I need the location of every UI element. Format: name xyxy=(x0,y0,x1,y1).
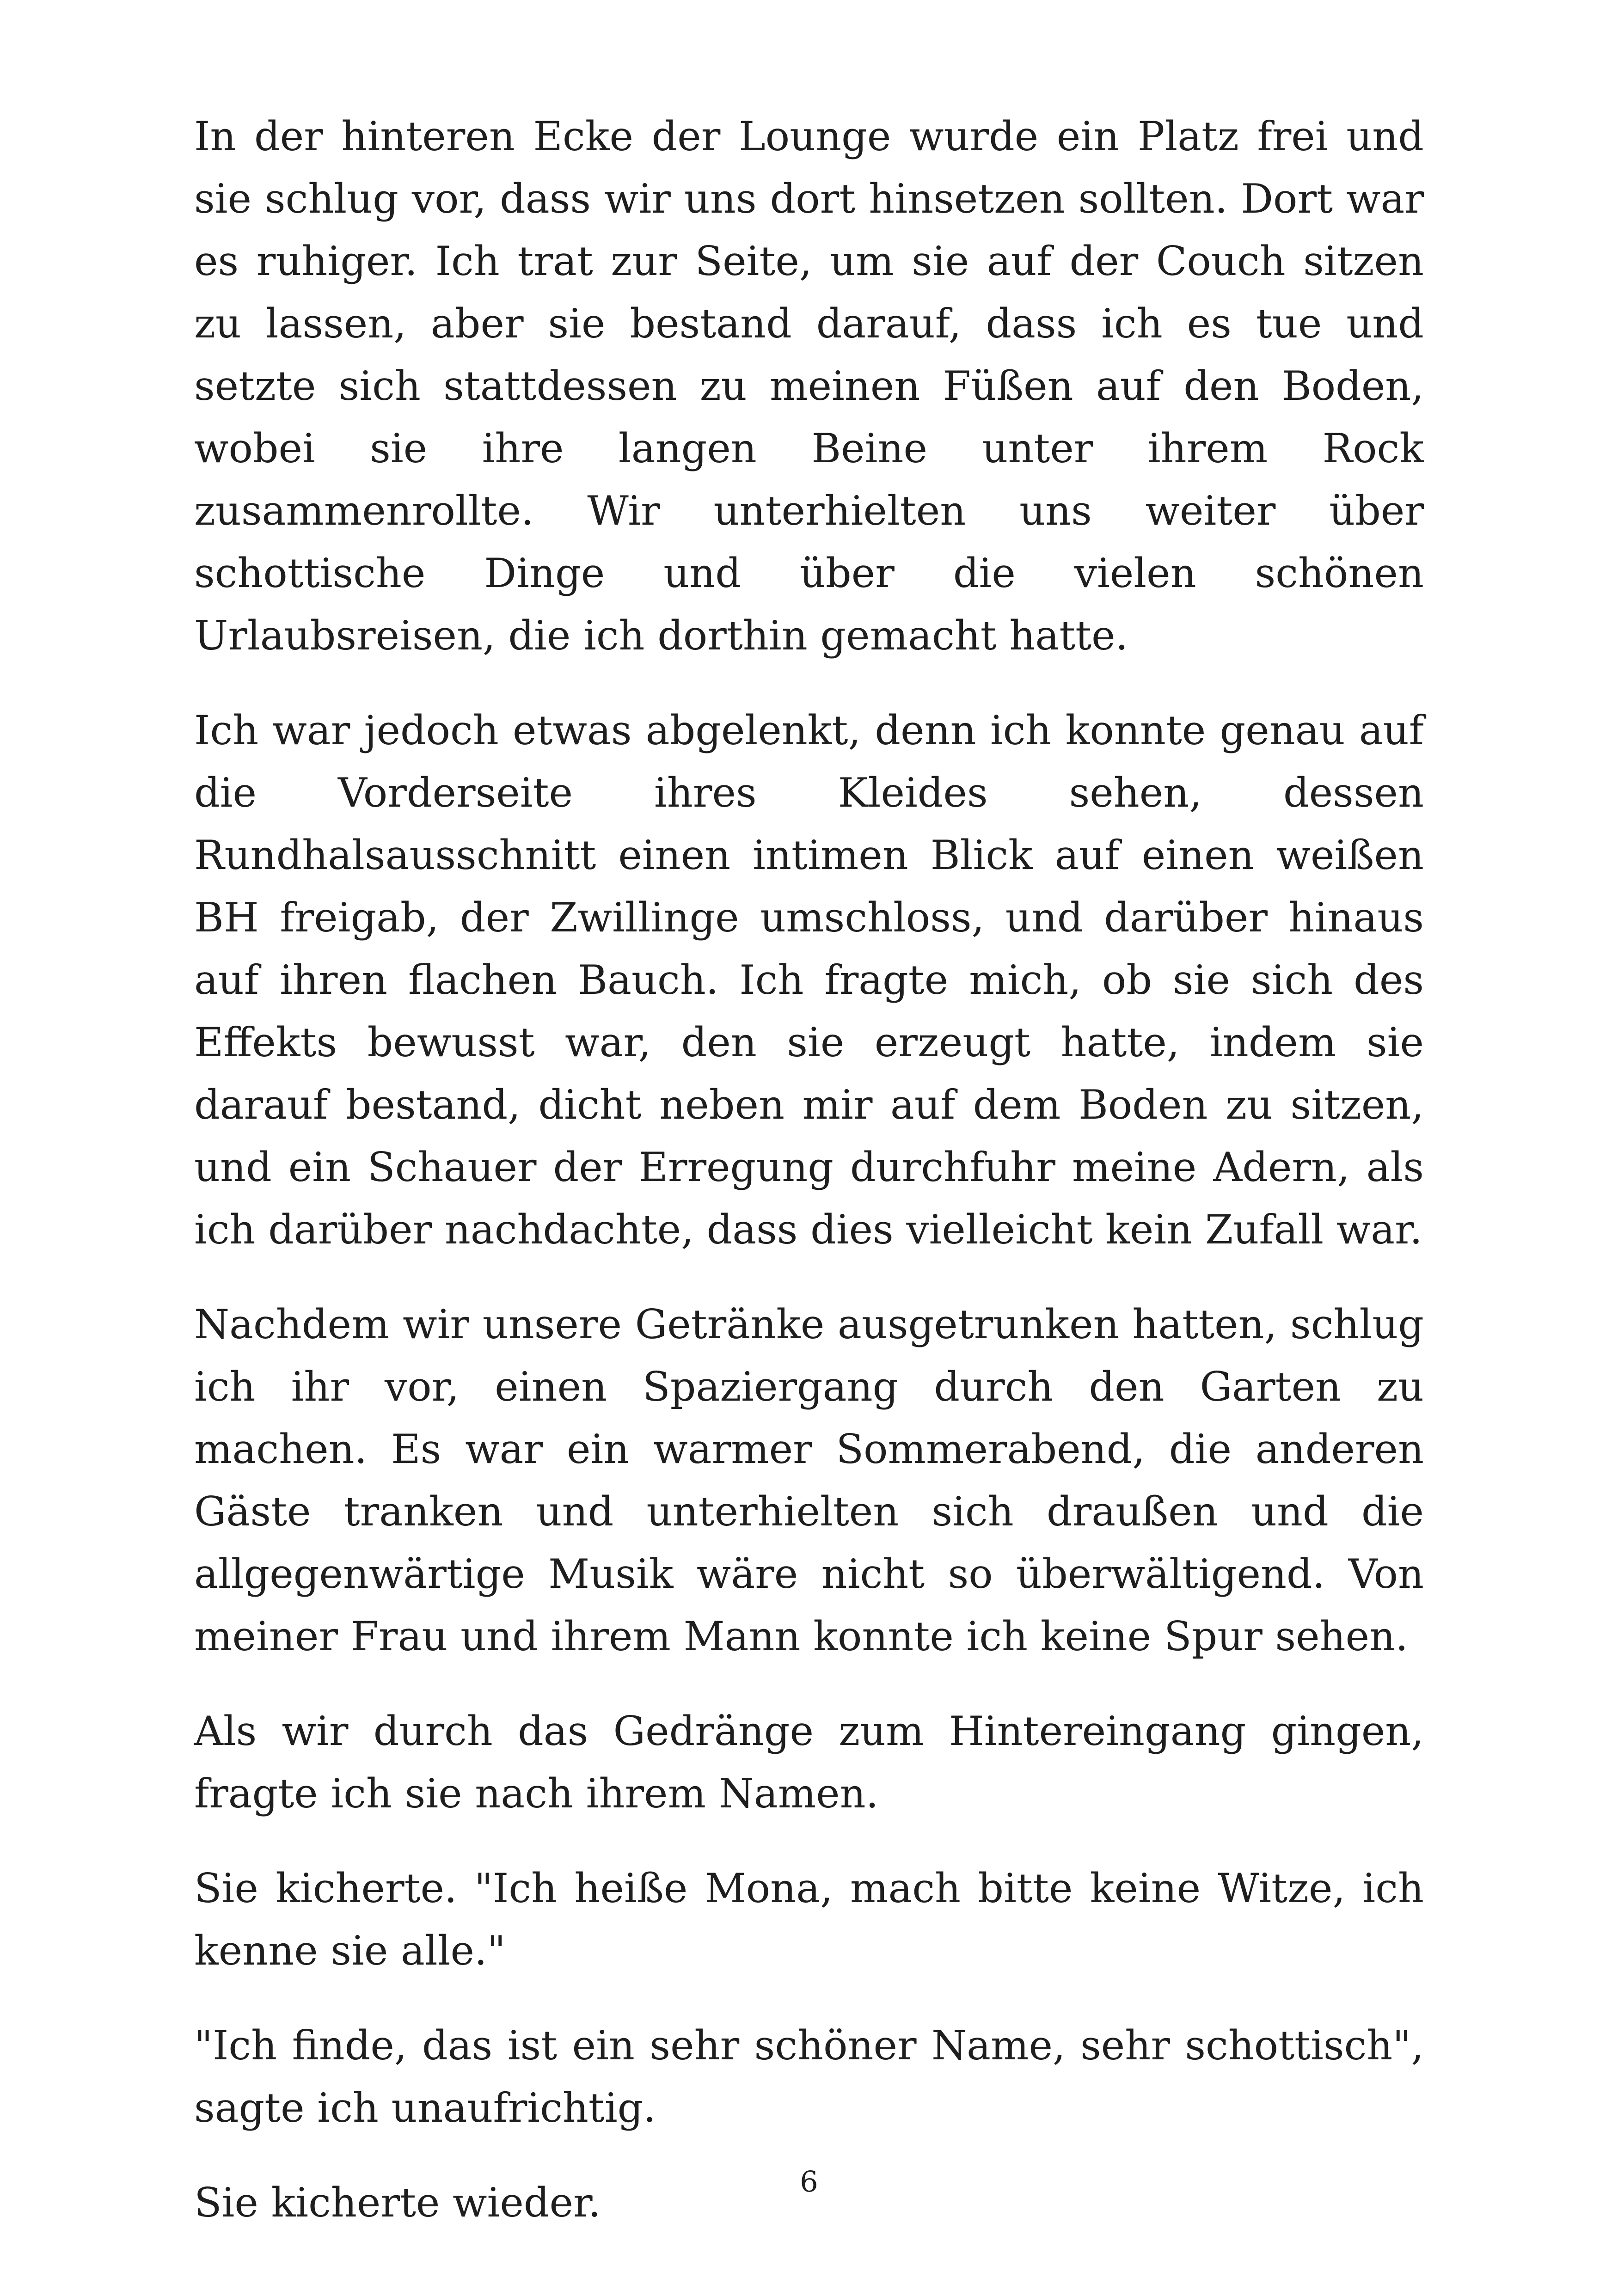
paragraph-5: Sie kicherte. "Ich heiße Mona, mach bitte keine Witze, ich kenne sie alle." xyxy=(194,1865,1424,1974)
paragraph-7: Sie kicherte wieder. xyxy=(194,2179,601,2226)
paragraph-3: Nachdem wir unsere Getränke ausgetrunken hatten, schlug ich ihr vor, einen Spaziergang durch den Garten zu machen. Es war ein warmer Sommerabend, die anderen Gäste tranken und unterhielten sich draußen und die allgegenwärtige Musik wäre nicht so überwältigend. Von meiner Frau und ihrem Mann konnte ich keine Spur sehen. xyxy=(194,1301,1424,1660)
body-text xyxy=(194,105,1424,2266)
paragraph-2: Ich war jedoch etwas abgelenkt, denn ich konnte genau auf die Vorderseite ihres Kleides sehen, dessen Rundhalsausschnitt einen intimen Blick auf einen weißen BH freigab, der Zwillinge umschloss, und darüber hinaus auf ihren flachen Bauch. Ich fragte mich, ob sie sich des Effekts bewusst war, den sie erzeugt hatte, indem sie darauf bestand, dicht neben mir auf dem Boden zu sitzen, und ein Schauer der Erregung durchfuhr meine Adern, als ich darüber nachdachte, dass dies vielleicht kein Zufall war. xyxy=(194,707,1424,1253)
paragraph-4: Als wir durch das Gedränge zum Hintereingang gingen, fragte ich sie nach ihrem Namen. xyxy=(194,1708,1424,1817)
paragraph-1: In der hinteren Ecke der Lounge wurde ein Platz frei und sie schlug vor, dass wir uns dort hinsetzen sollten. Dort war es ruhiger. Ich trat zur Seite, um sie auf der Couch sitzen zu lassen, aber sie bestand darauf, dass ich es tue und setzte sich stattdessen zu meinen Füßen auf den Boden, wobei sie ihre langen Beine unter ihrem Rock zusammenrollte. Wir unterhielten uns weiter über schottische Dinge und über die vielen schönen Urlaubsreisen, die ich dorthin gemacht hatte. xyxy=(194,113,1424,659)
page-number: 6 xyxy=(800,2165,818,2198)
paragraph-6: "Ich finde, das ist ein sehr schöner Name, sehr schottisch", sagte ich unaufrichtig. xyxy=(194,2022,1424,2131)
